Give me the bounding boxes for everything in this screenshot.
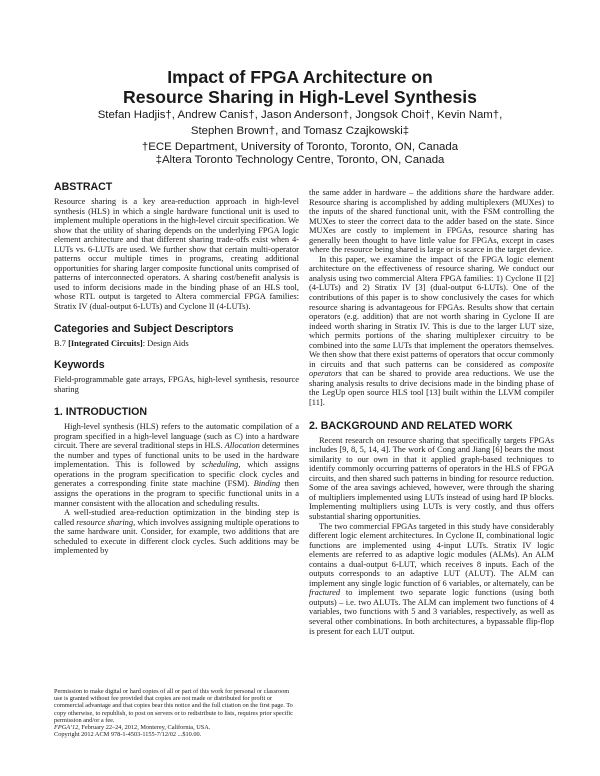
intro-paragraph-1 — [54, 422, 299, 508]
abstract-text: Resource sharing is a key area-reduction approach in high-level synthesis (HLS) in which a single hardware functional unit is used to implement multiple operations in the high-level circuit specification. We show that the utility of sharing depends on the underlying FPGA logic element architecture and that different sharing trade-offs exist when 4-LUTs vs. 6-LUTs are used. We further show that certain multi-operator patterns occur multiple times in programs, creating additional opportunities for sharing larger composite functional units comprised of patterns of interconnected operators. A sharing cost/benefit analysis is used to inform decisions made in the binding phase of an HLS tool, whose RTL output is targeted to Altera commercial FPGA families: Stratix IV (dual-output 6-LUTs) and Cyclone II (4-LUTs). — [54, 196, 299, 312]
same-term: same — [372, 339, 391, 350]
categories-heading: Categories and Subject Descriptors — [54, 322, 234, 335]
affiliation-1: †ECE Department, University of Toronto, Toronto, ON, Canada — [141, 141, 459, 153]
bg-p2-a: The two commercial FPGAs targeted in this study have considerably different logic element architectures. In Cyclone II, combinational logic functions are implemented using 4-input LUTs. Stratix IV logic elements are referred to as adaptive logic modules (ALMs). An ALM contains a dual-output 6-LUT, which receives 8 inputs. Each of the outputs corresponds to an adaptive LUT (ALUT). The ALM can implement any single logic function of 6 variables, or alternately, can be — [309, 520, 554, 588]
permission-notice — [54, 688, 299, 738]
categories-text — [54, 339, 299, 349]
right-paragraph-1 — [309, 188, 554, 255]
bg-p2-b: to implement two separate logic functions (using both outputs) – i.e. two ALUTs. The ALM can implement two functions of 4 variables, two functions with 5 and 3 variables, respectively, as well as several other combinations. In both architectures, a bypassable flip-flop is present for each LUT output. — [309, 587, 554, 636]
keywords-text: Field-programmable gate arrays, FPGAs, high-level synthesis, resource sharing — [54, 374, 299, 394]
authors-line-2: Stephen Brown†, and Tomasz Czajkowski‡ — [190, 125, 410, 137]
affiliation-2: ‡Altera Toronto Technology Centre, Toronto, ON, Canada — [155, 154, 445, 166]
right-p1-b: the hardware adder. Resource sharing is accomplished by adding multiplexers (MUXes) to the inputs of the shared functional unit, with the FSM controlling the MUXes to steer the correct data to the adder based on the state. Since MUXes are costly to implement in FPGAs, resource sharing has generally been thought to have little value for FPGAs, except in cases where the resource being shared is large or is scarce in the target device. — [309, 187, 555, 255]
permission-text: Permission to make digital or hard copies of all or part of this work for personal or classroom use is granted without fee provided that copies are not made or distributed for profit or commercial advantage and that copies bear this notice and the full citation on the first page. To copy otherwise, to republish, to post on servers or to redistribute to lists, requires prior specific permission and/or a fee. — [54, 688, 293, 724]
authors-line-1: Stefan Hadjis†, Andrew Canis†, Jason Anderson†, Jongsok Choi†, Kevin Nam†, — [97, 109, 503, 121]
right-p1-a: the same adder in hardware – the additions — [309, 187, 465, 197]
category-label: [Integrated Circuits] — [68, 337, 143, 348]
intro-scheduling-term: scheduling, — [201, 459, 241, 470]
intro-p1-b: determines the number and types of functional units to be used in the hardware implementation. This is followed by — [54, 440, 299, 470]
venue-line — [54, 724, 299, 731]
fractured-term: fractured — [309, 587, 341, 598]
abstract-heading: ABSTRACT — [54, 181, 113, 193]
right-column — [309, 188, 554, 636]
venue-details: February 22–24, 2012, Monterey, California, USA. — [79, 724, 211, 732]
background-paragraph-2 — [309, 522, 554, 637]
category-code: B.7 — [54, 337, 66, 348]
right-p2-a: In this paper, we examine the impact of the FPGA logic element architecture on the effectiveness of resource sharing. We conduct our analysis using two commercial Altera FPGA families: 1) Cyclone II [2] (4-LUTs) and 2) Stratix IV [3] (dual-output 6-LUTs). One of the contributions of this paper is to show conclusively the cases for which resource sharing is advantageous for FPGAs. Results show that certain operators (e.g. addition) that are not worth sharing in Cyclone II are indeed worth sharing in Stratix IV. This is due to the larger LUT size, which permits portions of the sharing multiplexer circuitry to be combined into the — [309, 253, 554, 350]
intro-resource-sharing-term: resource sharing, — [76, 516, 136, 527]
share-term: share — [464, 187, 483, 197]
intro-allocation-term: Allocation — [224, 440, 260, 451]
intro-p1-d: then assigns the operations in the program to specific functional units in a manner consistent with the allocation and scheduling results. — [54, 478, 299, 508]
background-paragraph-1: Recent research on resource sharing that specifically targets FPGAs includes [9, 8, 5, 14, 4]. The work of Cong and Jiang [6] bears the most similarity to our own in that it applied graph-based techniques to identify commonly occurring patterns of operators in the HLS of FPGA circuits, and then shared such patterns in binding for resource reduction. Some of the area savings achieved, however, were through the sharing of multipliers implemented using LUTs instead of using hard IP blocks. Implementing multipliers using LUTs is very costly, and thus offers substantial sharing opportunities. — [309, 434, 554, 521]
copyright-line: Copyright 2012 ACM 978-1-4503-1155-7/12/02 ...$10.00. — [54, 731, 202, 739]
intro-p2-a: A well-studied area-reduction optimization in the binding step is called — [54, 507, 299, 527]
intro-binding-term: Binding — [253, 478, 281, 489]
introduction-heading: 1. INTRODUCTION — [54, 406, 147, 419]
intro-p2-b: which involves assigning multiple operations to the same hardware unit. Consider, for example, two additions that are scheduled to execute in different clock cycles. Such additions may be implemented by — [54, 516, 299, 556]
venue-name: FPGA’12, — [54, 724, 80, 732]
keywords-heading: Keywords — [54, 359, 105, 372]
left-column — [54, 181, 299, 556]
title-line-1: Impact of FPGA Architecture on — [167, 67, 433, 87]
author-list — [40, 107, 560, 139]
right-p2-c: that can be shared to provide area reductions. We use the sharing analysis results to drive decisions made in the binding phase of the LegUp open source HLS tool [13] built within the LLVM compiler [11]. — [309, 368, 554, 408]
right-paragraph-2 — [309, 255, 554, 408]
category-desc: : Design Aids — [142, 337, 189, 348]
intro-paragraph-2 — [54, 508, 299, 556]
composite-operators-term: composite operators — [309, 358, 554, 379]
affiliations — [40, 141, 560, 167]
paper-title — [40, 67, 560, 107]
background-heading: 2. BACKGROUND AND RELATED WORK — [309, 419, 513, 432]
right-p2-b: LUTs that implement the operators themselves. We then show that there exist patterns of operators that occur commonly in circuits and that such patterns can be considered as — [309, 339, 554, 369]
intro-p1-c: which assigns operations in the program specification to specific clock cycles and generates a corresponding finite state machine (FSM). — [54, 459, 299, 489]
title-line-2: Resource Sharing in High-Level Synthesis — [123, 87, 477, 107]
intro-p1-a: High-level synthesis (HLS) refers to the automatic compilation of a program specified in a high-level language (such as C) into a hardware circuit. There are several traditional steps in HLS. — [54, 421, 299, 451]
